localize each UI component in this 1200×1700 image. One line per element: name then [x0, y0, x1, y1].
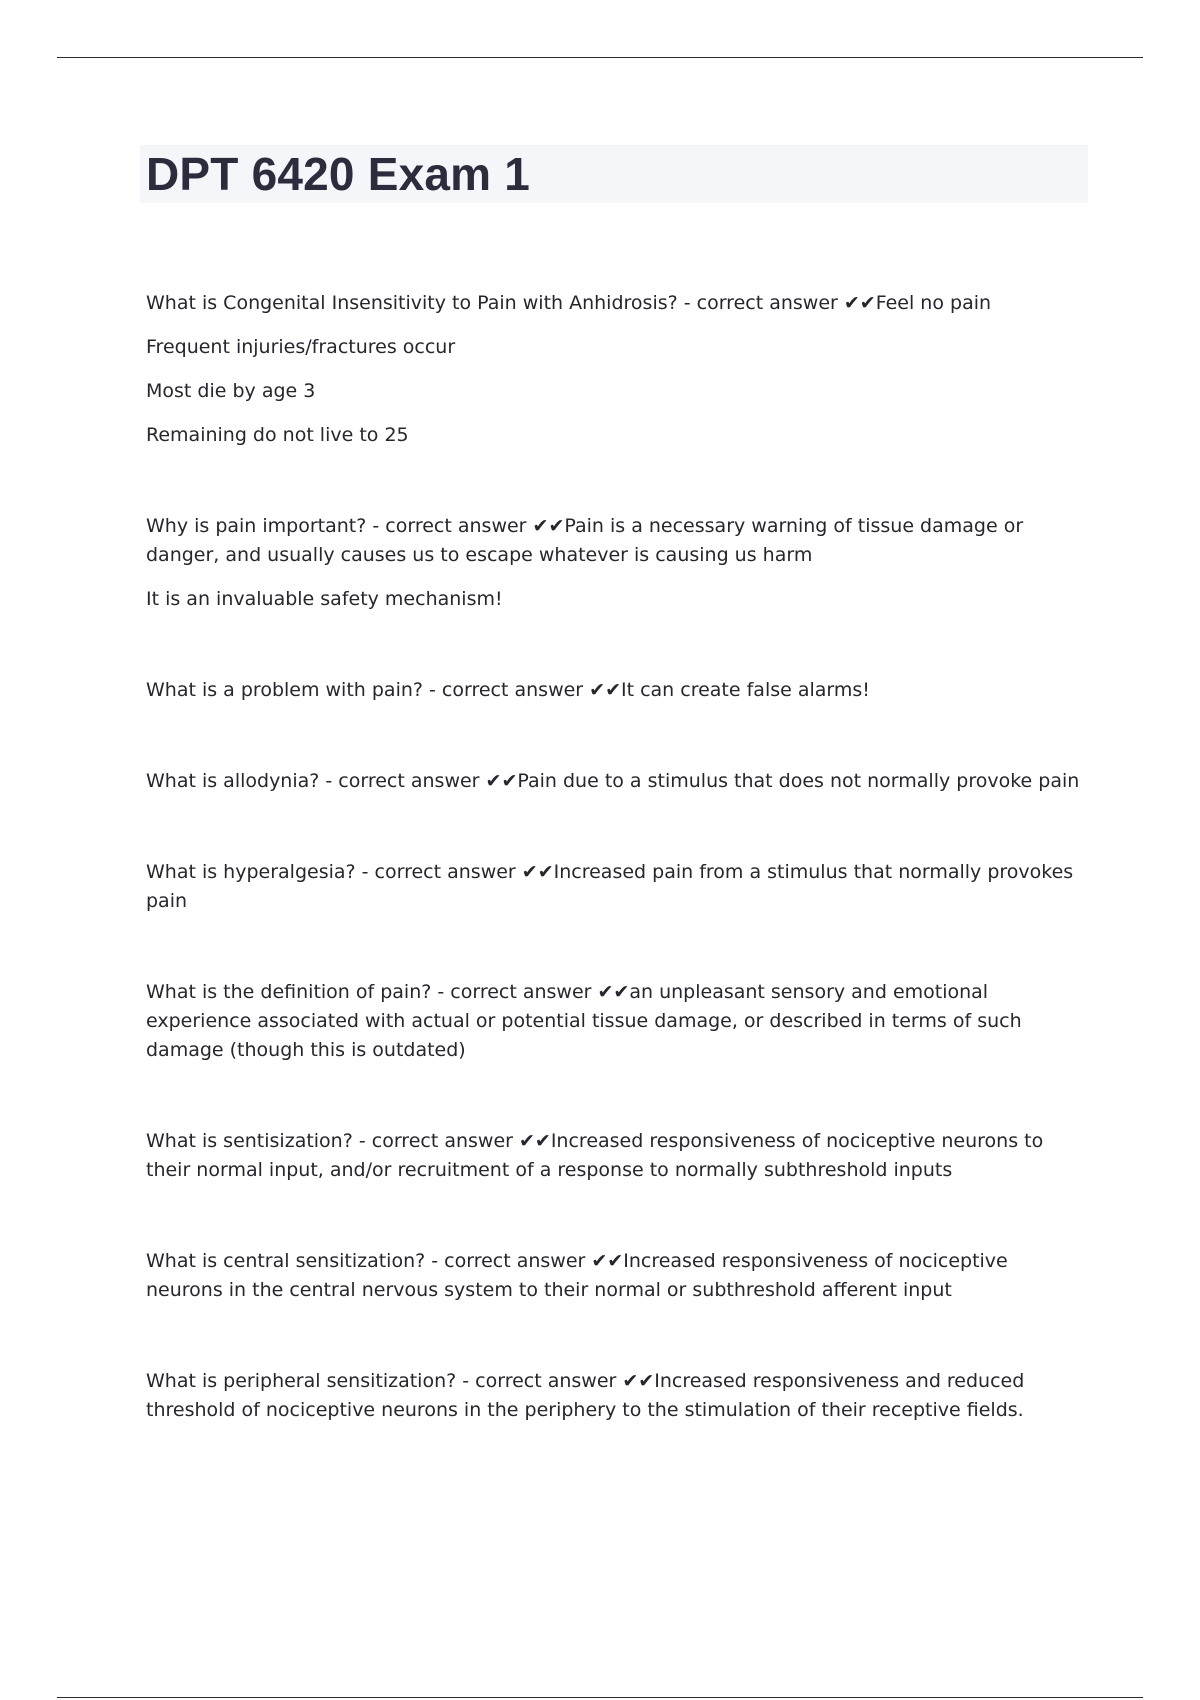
question-text: What is central sensitization?	[146, 1250, 426, 1272]
bottom-rule	[57, 1697, 1143, 1698]
check-marks-icon: ✔✔	[532, 515, 565, 537]
question-line	[146, 978, 1086, 1065]
qa-item	[146, 289, 1086, 450]
question-line	[146, 767, 1086, 796]
answer-text: Pain is a necessary warning of tissue damage or danger, and usually causes us to escape whatever is causing us harm	[146, 515, 1024, 566]
page-title: DPT 6420 Exam 1	[146, 148, 531, 200]
answer-text: Increased responsiveness of nociceptive neurons to their normal input, and/or recruitment of a response to normally subthreshold inputs	[146, 1130, 1044, 1181]
question-text: What is sentisization?	[146, 1130, 353, 1152]
answer-separator: - correct answer	[366, 515, 533, 537]
check-marks-icon: ✔✔	[843, 292, 876, 314]
title-band	[140, 145, 1088, 203]
question-line	[146, 858, 1086, 916]
question-text: What is a problem with pain?	[146, 679, 423, 701]
qa-list	[146, 289, 1086, 1487]
answer-separator: - correct answer	[422, 679, 590, 701]
question-line	[146, 289, 1086, 318]
question-line	[146, 1367, 1086, 1425]
question-text: What is peripheral sensitization?	[146, 1370, 457, 1392]
answer-text: It can create false alarms!	[621, 679, 870, 701]
check-marks-icon: ✔✔	[521, 861, 554, 883]
question-line	[146, 676, 1086, 705]
answer-extra-line: Most die by age 3	[146, 380, 316, 402]
answer-separator: - correct answer	[352, 1130, 519, 1152]
question-text: What is Congenital Insensitivity to Pain with Anhidrosis?	[146, 292, 678, 314]
qa-item	[146, 512, 1086, 614]
check-marks-icon: ✔✔	[518, 1130, 551, 1152]
check-marks-icon: ✔✔	[591, 1250, 624, 1272]
answer-separator: - correct answer	[355, 861, 522, 883]
question-text: What is hyperalgesia?	[146, 861, 356, 883]
question-text: What is the definition of pain?	[146, 981, 432, 1003]
answer-text: Increased responsiveness of nociceptive neurons in the central nervous system to their normal or subthreshold afferent input	[146, 1250, 1008, 1301]
qa-item	[146, 1127, 1086, 1185]
check-marks-icon: ✔✔	[589, 679, 621, 701]
answer-text: Increased responsiveness and reduced threshold of nociceptive neurons in the periphery to the stimulation of their receptive fields.	[146, 1370, 1025, 1421]
answer-separator: - correct answer	[319, 770, 486, 792]
answer-separator: - correct answer	[456, 1370, 623, 1392]
answer-text: an unpleasant sensory and emotional experience associated with actual or potential tissue damage, or described in terms of such damage (though this is outdated)	[146, 981, 1022, 1061]
qa-item	[146, 978, 1086, 1065]
answer-separator: - correct answer	[425, 1250, 592, 1272]
check-marks-icon: ✔✔	[622, 1370, 655, 1392]
answer-extra-line: Remaining do not live to 25	[146, 424, 409, 446]
qa-item	[146, 858, 1086, 916]
qa-item	[146, 1367, 1086, 1425]
question-line	[146, 512, 1086, 570]
check-marks-icon: ✔✔	[597, 981, 630, 1003]
question-line	[146, 1127, 1086, 1185]
question-line	[146, 1247, 1086, 1305]
qa-item	[146, 1247, 1086, 1305]
question-text: Why is pain important?	[146, 515, 367, 537]
question-text: What is allodynia?	[146, 770, 320, 792]
answer-text: Feel no pain	[875, 292, 992, 314]
answer-text: Pain due to a stimulus that does not normally provoke pain	[517, 770, 1080, 792]
qa-item	[146, 676, 1086, 705]
check-marks-icon: ✔✔	[485, 770, 518, 792]
answer-separator: - correct answer	[431, 981, 598, 1003]
answer-extra-line: Frequent injuries/fractures occur	[146, 336, 456, 358]
top-rule	[57, 57, 1143, 58]
answer-separator: - correct answer	[677, 292, 844, 314]
answer-text: Increased pain from a stimulus that normally provokes pain	[146, 861, 1074, 912]
qa-item	[146, 767, 1086, 796]
answer-extra-line: It is an invaluable safety mechanism!	[146, 588, 503, 610]
